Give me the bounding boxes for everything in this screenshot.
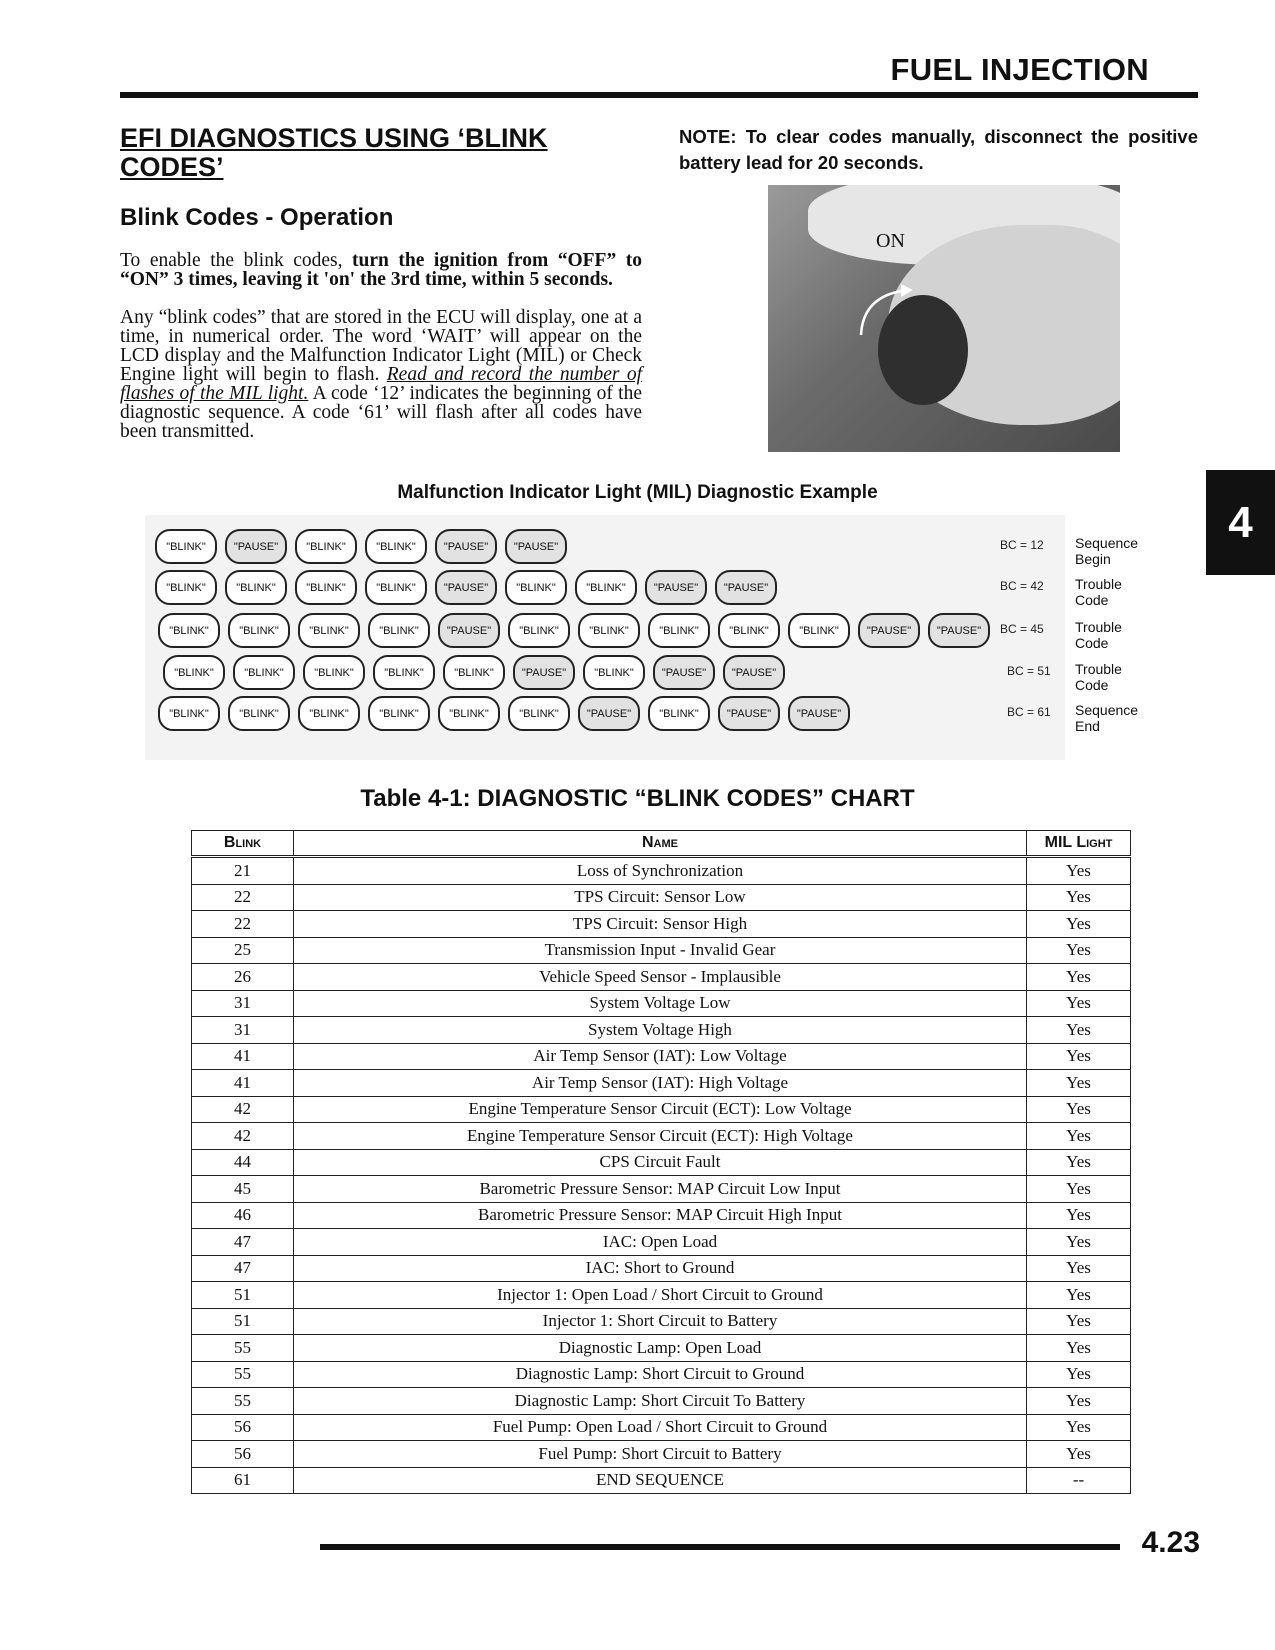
enable-text: To enable the blink codes, (120, 250, 353, 271)
table-title: Table 4-1: DIAGNOSTIC “BLINK CODES” CHART (360, 785, 915, 812)
table-row (192, 1202, 1131, 1229)
blink-cell: 26 (192, 964, 294, 991)
mil-light-cell: Yes (1027, 1441, 1131, 1468)
signal-pill: "BLINK" (365, 529, 427, 564)
signal-pill: "PAUSE" (723, 655, 785, 690)
mil-light-cell: Yes (1027, 1202, 1131, 1229)
signal-pill: "PAUSE" (715, 570, 777, 605)
mil-light-cell: -- (1027, 1467, 1131, 1494)
section-title: FUEL INJECTION (890, 52, 1149, 87)
signal-pill: "BLINK" (155, 570, 217, 605)
blink-code-label: BC = 61 (1007, 705, 1051, 719)
table-row (192, 1043, 1131, 1070)
blink-cell: 44 (192, 1149, 294, 1176)
ignition-key-photo (768, 185, 1120, 452)
signal-pill: "PAUSE" (505, 529, 567, 564)
name-cell: System Voltage Low (294, 990, 1027, 1017)
chapter-tab: 4 (1206, 470, 1275, 575)
description-text: Any “blink codes” that are stored in the ECU will display, one at a time, in numerical order. The word ‘WAIT’ will appear on the LCD display and the Malfunction Indicator Light (MIL) or Check Engine light will begin to flash. (120, 307, 642, 385)
table-row (192, 1096, 1131, 1123)
signal-pill: "BLINK" (365, 570, 427, 605)
name-cell: Diagnostic Lamp: Short Circuit to Ground (294, 1361, 1027, 1388)
table-row (192, 1229, 1131, 1256)
table-row (192, 1308, 1131, 1335)
enable-instructions (120, 251, 642, 289)
header-name: Name (294, 831, 1027, 857)
mil-light-cell: Yes (1027, 1070, 1131, 1097)
blink-cell: 51 (192, 1308, 294, 1335)
blink-cell: 21 (192, 857, 294, 885)
blink-cell: 42 (192, 1123, 294, 1150)
signal-pill: "BLINK" (368, 613, 430, 648)
mil-light-cell: Yes (1027, 990, 1131, 1017)
mil-light-cell: Yes (1027, 1335, 1131, 1362)
diagram-row (158, 613, 990, 648)
name-cell: END SEQUENCE (294, 1467, 1027, 1494)
mil-light-cell: Yes (1027, 1149, 1131, 1176)
table-row (192, 1335, 1131, 1362)
blink-cell: 22 (192, 884, 294, 911)
mil-light-cell: Yes (1027, 937, 1131, 964)
blink-cell: 47 (192, 1255, 294, 1282)
mil-light-cell: Yes (1027, 1017, 1131, 1044)
sub-heading: Blink Codes - Operation (120, 204, 394, 231)
mil-light-cell: Yes (1027, 1414, 1131, 1441)
blink-code-description (120, 308, 642, 441)
table-row (192, 1282, 1131, 1309)
signal-pill: "BLINK" (368, 696, 430, 731)
blink-cell: 55 (192, 1335, 294, 1362)
signal-pill: "PAUSE" (788, 696, 850, 731)
signal-pill: "BLINK" (578, 613, 640, 648)
blink-cell: 31 (192, 990, 294, 1017)
name-cell: IAC: Open Load (294, 1229, 1027, 1256)
sequence-text: A code ‘12’ indicates the beginning of the diagnostic sequence. A code ‘61’ will flash after all codes have been transmitted. (120, 383, 642, 442)
sequence-label: Sequence End (1075, 702, 1139, 734)
footer-rule (320, 1544, 1120, 1550)
table-row (192, 911, 1131, 938)
table-row (192, 1123, 1131, 1150)
blink-cell: 46 (192, 1202, 294, 1229)
blink-code-label: BC = 45 (1000, 622, 1044, 636)
blink-cell: 42 (192, 1096, 294, 1123)
blink-code-label: BC = 51 (1007, 664, 1051, 678)
header-rule (120, 92, 1198, 98)
mil-diagram (145, 515, 1139, 760)
signal-pill: "BLINK" (583, 655, 645, 690)
signal-pill: "BLINK" (298, 613, 360, 648)
name-cell: Fuel Pump: Short Circuit to Battery (294, 1441, 1027, 1468)
name-cell: Diagnostic Lamp: Open Load (294, 1335, 1027, 1362)
photo-label-on: ON (876, 230, 905, 252)
blink-cell: 41 (192, 1070, 294, 1097)
signal-pill: "BLINK" (443, 655, 505, 690)
blink-cell: 55 (192, 1388, 294, 1415)
record-instruction: Read and record the number of flashes of the MIL light. (120, 364, 642, 404)
blink-cell: 61 (192, 1467, 294, 1494)
signal-pill: "BLINK" (648, 696, 710, 731)
signal-pill: "BLINK" (158, 613, 220, 648)
name-cell: Diagnostic Lamp: Short Circuit To Battery (294, 1388, 1027, 1415)
blink-cell: 45 (192, 1176, 294, 1203)
mil-light-cell: Yes (1027, 1308, 1131, 1335)
name-cell: TPS Circuit: Sensor High (294, 911, 1027, 938)
header-mil-light: MIL Light (1027, 831, 1131, 857)
blink-cell: 47 (192, 1229, 294, 1256)
diagram-title: Malfunction Indicator Light (MIL) Diagnostic Example (397, 482, 878, 503)
blink-cell: 41 (192, 1043, 294, 1070)
mil-light-cell: Yes (1027, 911, 1131, 938)
signal-pill: "BLINK" (298, 696, 360, 731)
blink-cell: 56 (192, 1414, 294, 1441)
name-cell: Engine Temperature Sensor Circuit (ECT): High Voltage (294, 1123, 1027, 1150)
mil-light-cell: Yes (1027, 1229, 1131, 1256)
blink-codes-table (191, 830, 1131, 1494)
signal-pill: "BLINK" (303, 655, 365, 690)
signal-pill: "BLINK" (575, 570, 637, 605)
table-body (192, 857, 1131, 1494)
diagram-row (158, 696, 850, 731)
signal-pill: "BLINK" (373, 655, 435, 690)
header-blink: Blink (192, 831, 294, 857)
diagram-row (163, 655, 785, 690)
table-row (192, 884, 1131, 911)
table-row (192, 1070, 1131, 1097)
blink-cell: 31 (192, 1017, 294, 1044)
sequence-label: Trouble Code (1075, 661, 1122, 693)
table-row (192, 1414, 1131, 1441)
signal-pill: "PAUSE" (513, 655, 575, 690)
signal-pill: "PAUSE" (718, 696, 780, 731)
table-header-row (192, 831, 1131, 857)
signal-pill: "BLINK" (163, 655, 225, 690)
name-cell: CPS Circuit Fault (294, 1149, 1027, 1176)
mil-light-cell: Yes (1027, 1123, 1131, 1150)
sequence-label: Trouble Code (1075, 619, 1122, 651)
blink-cell: 25 (192, 937, 294, 964)
blink-cell: 56 (192, 1441, 294, 1468)
table-row (192, 1361, 1131, 1388)
mil-light-cell: Yes (1027, 1282, 1131, 1309)
signal-pill: "BLINK" (228, 613, 290, 648)
name-cell: Barometric Pressure Sensor: MAP Circuit Low Input (294, 1176, 1027, 1203)
mil-light-cell: Yes (1027, 1176, 1131, 1203)
clear-codes-note: NOTE: To clear codes manually, disconnect the positive battery lead for 20 seconds. (679, 126, 1198, 173)
mil-light-cell: Yes (1027, 884, 1131, 911)
name-cell: Air Temp Sensor (IAT): Low Voltage (294, 1043, 1027, 1070)
name-cell: Barometric Pressure Sensor: MAP Circuit High Input (294, 1202, 1027, 1229)
name-cell: Engine Temperature Sensor Circuit (ECT): Low Voltage (294, 1096, 1027, 1123)
signal-pill: "BLINK" (508, 696, 570, 731)
enable-steps: turn the ignition from “OFF” to “ON” 3 times, leaving it 'on' the 3rd time, within 5 seconds. (120, 250, 642, 290)
signal-pill: "BLINK" (225, 570, 287, 605)
blink-cell: 22 (192, 911, 294, 938)
mil-light-cell: Yes (1027, 1255, 1131, 1282)
name-cell: Loss of Synchronization (294, 857, 1027, 885)
mil-light-cell: Yes (1027, 1096, 1131, 1123)
mil-light-cell: Yes (1027, 857, 1131, 885)
name-cell: IAC: Short to Ground (294, 1255, 1027, 1282)
table-row (192, 1441, 1131, 1468)
rotate-arrow-icon (853, 280, 923, 340)
signal-pill: "BLINK" (295, 570, 357, 605)
signal-pill: "BLINK" (233, 655, 295, 690)
table-row (192, 857, 1131, 885)
signal-pill: "BLINK" (295, 529, 357, 564)
main-heading: EFI DIAGNOSTICS USING ‘BLINK CODES’ (120, 123, 548, 182)
table-row (192, 1388, 1131, 1415)
signal-pill: "PAUSE" (225, 529, 287, 564)
signal-pill: "PAUSE" (578, 696, 640, 731)
signal-pill: "BLINK" (155, 529, 217, 564)
page-number: 4.23 (1141, 1526, 1200, 1559)
name-cell: Fuel Pump: Open Load / Short Circuit to Ground (294, 1414, 1027, 1441)
sequence-label: Trouble Code (1075, 576, 1122, 608)
signal-pill: "BLINK" (228, 696, 290, 731)
name-cell: Transmission Input - Invalid Gear (294, 937, 1027, 964)
table-row (192, 937, 1131, 964)
table-row (192, 1149, 1131, 1176)
blink-code-label: BC = 12 (1000, 538, 1044, 552)
blink-cell: 51 (192, 1282, 294, 1309)
signal-pill: "BLINK" (718, 613, 780, 648)
table-row (192, 990, 1131, 1017)
signal-pill: "PAUSE" (438, 613, 500, 648)
mil-light-cell: Yes (1027, 1043, 1131, 1070)
name-cell: Vehicle Speed Sensor - Implausible (294, 964, 1027, 991)
blink-cell: 55 (192, 1361, 294, 1388)
signal-pill: "BLINK" (788, 613, 850, 648)
signal-pill: "BLINK" (648, 613, 710, 648)
signal-pill: "BLINK" (505, 570, 567, 605)
name-cell: TPS Circuit: Sensor Low (294, 884, 1027, 911)
table-row (192, 1255, 1131, 1282)
blink-code-label: BC = 42 (1000, 579, 1044, 593)
table-row (192, 1176, 1131, 1203)
signal-pill: "BLINK" (158, 696, 220, 731)
table-row (192, 964, 1131, 991)
mil-light-cell: Yes (1027, 1361, 1131, 1388)
mil-light-cell: Yes (1027, 964, 1131, 991)
table-row (192, 1467, 1131, 1494)
signal-pill: "BLINK" (508, 613, 570, 648)
sequence-label: Sequence Begin (1075, 535, 1139, 567)
name-cell: Air Temp Sensor (IAT): High Voltage (294, 1070, 1027, 1097)
signal-pill: "PAUSE" (435, 570, 497, 605)
name-cell: Injector 1: Open Load / Short Circuit to Ground (294, 1282, 1027, 1309)
signal-pill: "PAUSE" (858, 613, 920, 648)
signal-pill: "PAUSE" (928, 613, 990, 648)
name-cell: System Voltage High (294, 1017, 1027, 1044)
signal-pill: "BLINK" (438, 696, 500, 731)
mil-light-cell: Yes (1027, 1388, 1131, 1415)
signal-pill: "PAUSE" (645, 570, 707, 605)
signal-pill: "PAUSE" (435, 529, 497, 564)
name-cell: Injector 1: Short Circuit to Battery (294, 1308, 1027, 1335)
diagram-row (155, 529, 567, 564)
diagram-row (155, 570, 777, 605)
signal-pill: "PAUSE" (653, 655, 715, 690)
table-row (192, 1017, 1131, 1044)
